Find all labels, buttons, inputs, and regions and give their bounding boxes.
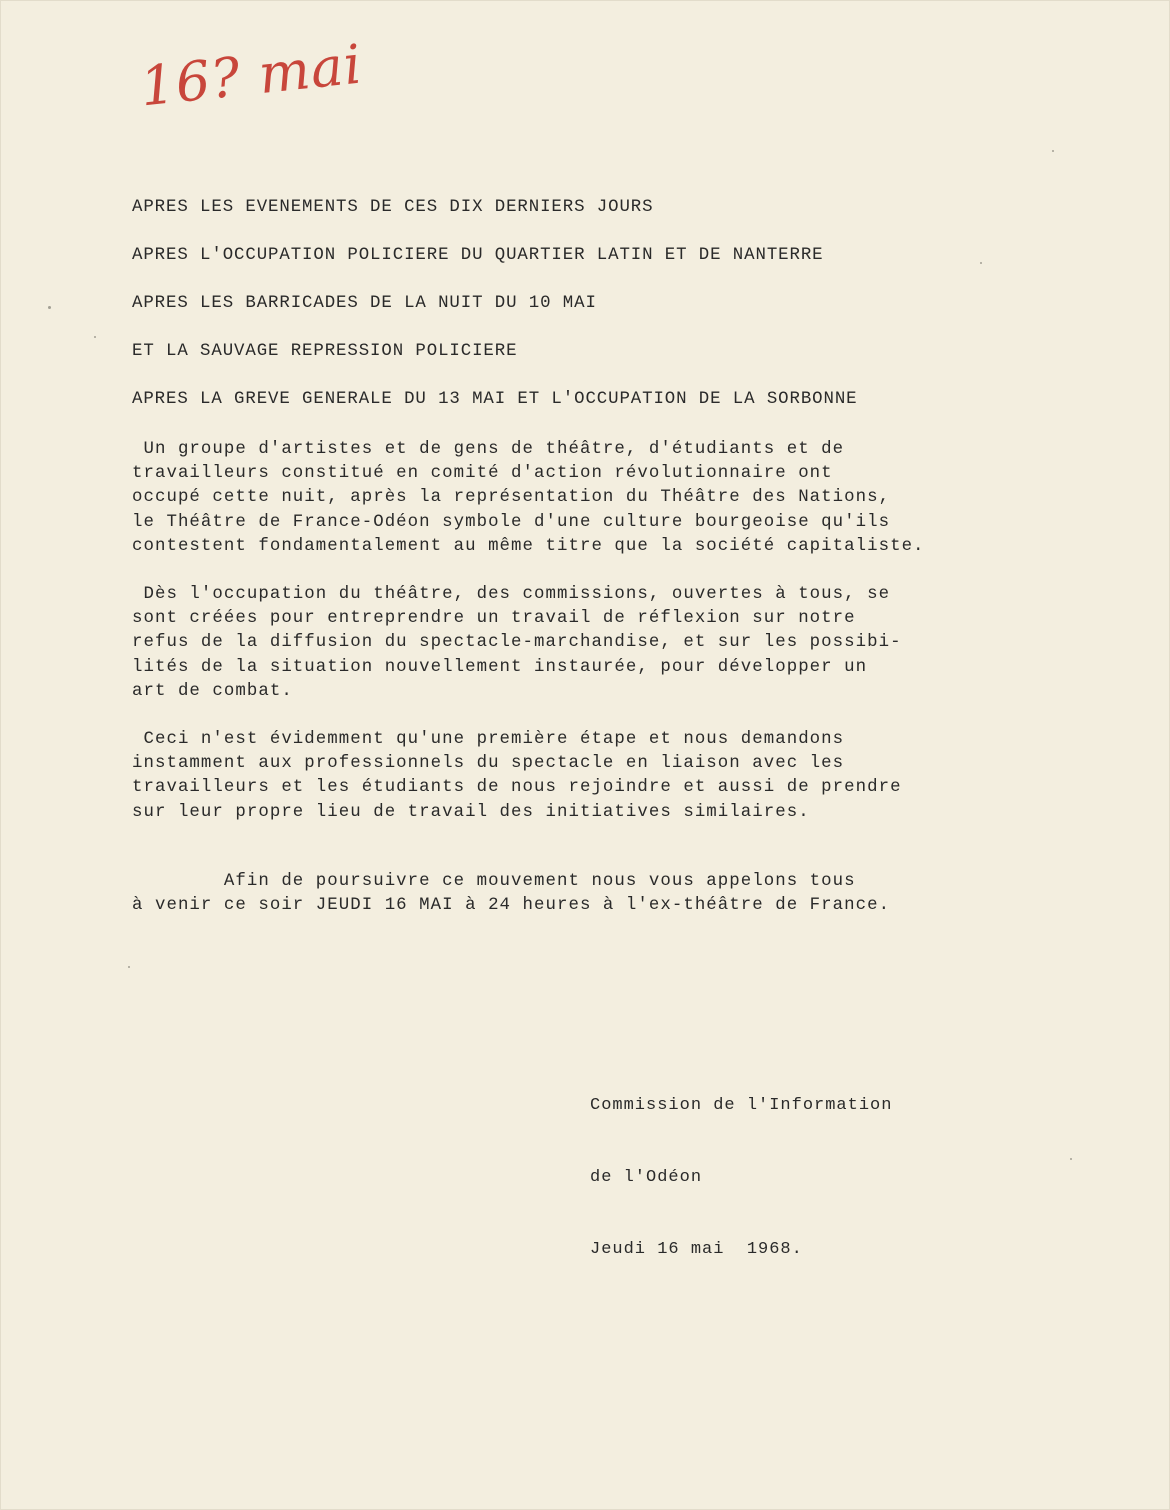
paragraph-call-to-action: Afin de poursuivre ce mouvement nous vous appelons tous à venir ce soir JEUDI 16 MAI à 24 heures à l'ex-théâtre de France. (132, 872, 891, 916)
paper-speck (128, 966, 130, 968)
paper-speck (48, 306, 51, 309)
paper-speck (1070, 1158, 1072, 1160)
headline-line-2: APRES L'OCCUPATION POLICIERE DU QUARTIER LATIN ET DE NANTERRE (132, 246, 824, 265)
handwritten-date-annotation: 16? mai (137, 32, 366, 119)
paper-speck (1052, 150, 1054, 152)
signature-odeon: de l'Odéon (590, 1168, 703, 1187)
paragraph-commissions: Dès l'occupation du théâtre, des commissions, ouvertes à tous, se sont créées pour entreprendre un travail de réflexion sur notre refus de la diffusion du spectacle-marchandise, et sur les possibi- lités de la situation nouvellement instaurée, pour développer un art de combat. (132, 585, 902, 701)
paper-speck (94, 336, 96, 338)
paper-speck (980, 262, 982, 264)
signature-commission: Commission de l'Information (590, 1096, 893, 1115)
headline-block (132, 196, 1032, 436)
signature-block (590, 1046, 892, 1310)
headline-line-5: APRES LA GREVE GENERALE DU 13 MAI ET L'OCCUPATION DE LA SORBONNE (132, 390, 858, 409)
headline-line-3: APRES LES BARRICADES DE LA NUIT DU 10 MAI (132, 294, 597, 313)
signature-date: Jeudi 16 mai 1968. (590, 1240, 803, 1259)
headline-line-1: APRES LES EVENEMENTS DE CES DIX DERNIERS JOURS (132, 198, 654, 217)
paragraph-occupation: Un groupe d'artistes et de gens de théâtre, d'étudiants et de travailleurs constitué en comité d'action révolutionnaire ont occupé cette nuit, après la représentation du Théâtre des Nations, le Théâtre de France-Odéon symbole d'une culture bourgeoise qu'ils contestent fondamentalement au même titre que la société capitaliste. (132, 440, 925, 556)
headline-line-4: ET LA SAUVAGE REPRESSION POLICIERE (132, 342, 518, 361)
paragraph-first-step: Ceci n'est évidemment qu'une première étape et nous demandons instamment aux professionnels du spectacle en liaison avec les travailleurs et les étudiants de nous rejoindre et aussi de prendre sur leur propre lieu de travail des initiatives similaires. (132, 730, 902, 822)
